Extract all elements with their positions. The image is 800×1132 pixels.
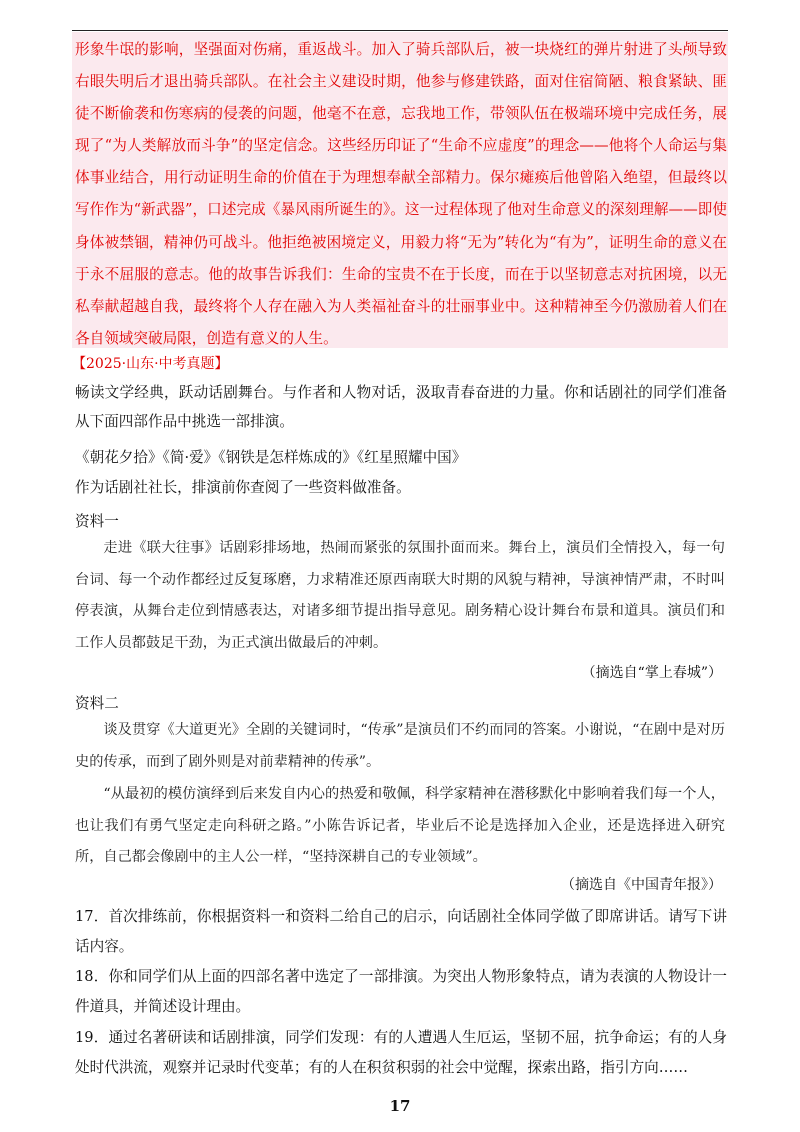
intro-paragraph: 畅读文学经典，跃动话剧舞台。与作者和人物对话，汲取青春奋进的力量。你和话剧社的同学们准备从下面四部作品中挑选一部排演。 <box>75 384 727 430</box>
question-19: 19．通过名著研读和话剧排演，同学们发现：有的人遭遇人生厄运，坚韧不屈，抗争命运；有的人身处时代洪流，观察并记录时代变革；有的人在积贫积弱的社会中觉醒，探索出路，指引方向…… <box>75 1029 727 1076</box>
exam-source-tag: 【2025·山东·中考真题】 <box>72 356 229 372</box>
question-18: 18．你和同学们从上面的四部名著中选定了一部排演。为突出人物形象特点，请为表演的人物设计一件道具，并简述设计理由。 <box>75 968 727 1015</box>
material-two-body-1: 谈及贯穿《大道更光》全剧的关键词时，“传承”是演员们不约而同的答案。小谢说，“在剧中是对历史的传承，而到了剧外则是对前辈精神的传承”。 <box>75 722 725 770</box>
question-17: 17．首次排练前，你根据资料一和资料二给自己的启示，向话剧社全体同学做了即席讲话。请写下讲话内容。 <box>75 908 727 955</box>
answer-paragraph: 形象牛氓的影响，坚强面对伤痛，重返战斗。加入了骑兵部队后，被一块烧红的弹片射进了头颅导致右眼失明后才退出骑兵部队。在社会主义建设时期，他参与修建铁路，面对住宿简陋、粮食紧缺、匪徒不断偷袭和伤寒病的侵袭的问题，他毫不在意，忘我地工作，带领队伍在极端环境中完成任务，展现了“为人类解放而斗争”的坚定信念。这些经历印证了“生命不应虚度”的理念——他将个人命运与集体事业结合，用行动证明生命的价值在于为理想奉献全部精力。保尔瘫痪后他曾陷入绝望，但最终以写作作为“新武器”，口述完成《暴风雨所诞生的》。这一过程体现了他对生命意义的深刻理解——即使身体被禁锢，精神仍可战斗。他拒绝被困境定义，用毅力将“无为”转化为“有为”，证明生命的意义在于永不屈服的意志。他的故事告诉我们：生命的宝贵不在于长度，而在于以坚韧意志对抗困境，以无私奉献超越自我，最终将个人存在融入为人类福祉奋斗的壮丽事业中。这种精神至今仍激励着人们在各自领域突破局限，创造有意义的人生。 <box>75 41 727 347</box>
header-rule <box>72 30 728 31</box>
material-one-citation: （摘选自“掌上春城”） <box>581 665 722 681</box>
material-one-label: 资料一 <box>75 513 119 530</box>
material-two-body-2: “从最初的模仿演绎到后来发自内心的热爱和敬佩，科学家精神在潜移默化中影响着我们每一个人，也让我们有勇气坚定走向科研之路。”小陈告诉记者，毕业后不论是选择加入企业，还是选择进入研究所，自己都会像剧中的主人公一样，“坚持深耕自己的专业领域”。 <box>75 786 725 865</box>
material-two-label: 资料二 <box>75 695 119 712</box>
material-one-body: 走进《联大往事》话剧彩排场地，热闹而紧张的氛围扑面而来。舞台上，演员们全情投入，每一句台词、每一个动作都经过反复琢磨，力求精准还原西南联大时期的风貌与精神，导演神情严肃，不时叫停表演，从舞台走位到情感表达，对诸多细节提出指导意见。剧务精心设计舞台布景和道具。演员们和工作人员都鼓足干劲，为正式演出做最后的冲刺。 <box>75 540 725 651</box>
works-list: 《朝花夕拾》《简·爱》《钢铁是怎样炼成的》《红星照耀中国》 <box>75 449 467 466</box>
page-number: 17 <box>389 1097 411 1115</box>
prep-line: 作为话剧社社长，排演前你查阅了一些资料做准备。 <box>75 479 411 496</box>
material-two-citation: （摘选自《中国青年报》） <box>561 877 722 893</box>
